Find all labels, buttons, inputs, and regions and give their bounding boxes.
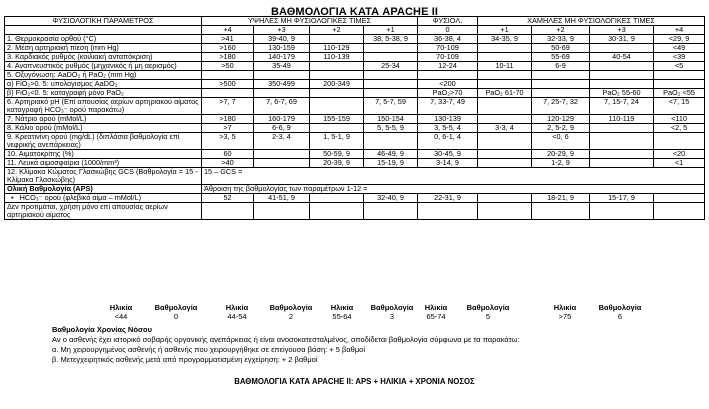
cell — [364, 44, 418, 53]
age-label: Ηλικία — [424, 303, 448, 312]
cell — [590, 124, 654, 133]
cell — [364, 133, 418, 150]
param-name: 1. Θερμοκρασία ορθού (°C) — [5, 35, 202, 44]
apache-score-table — [4, 16, 705, 220]
cell: 110-129 — [310, 44, 364, 53]
cell: 38, 5-38, 9 — [364, 35, 418, 44]
param-name: 11. Λευκά αιμοσφαίρια (1000/mm³) — [5, 159, 202, 168]
cell — [478, 53, 532, 62]
param-name: 9. Κρεατινίνη ορού (mg/dL) (διπλάσια βαθμολογία επί νεφρικής ανεπάρκειας) — [5, 133, 202, 150]
cell: >500 — [202, 80, 254, 89]
cell: <2, 5 — [654, 124, 705, 133]
cell: 30-31, 9 — [590, 35, 654, 44]
cell: 350-499 — [254, 80, 310, 89]
score-value: 5 — [485, 312, 491, 321]
cell: <49 — [654, 44, 705, 53]
cell: 52 — [202, 194, 254, 203]
cell — [310, 35, 364, 44]
cell — [478, 150, 532, 159]
score-value: 2 — [288, 312, 294, 321]
param-name: β) FiO₂<0. 5: καταγραφή μόνο PaO₂ — [5, 89, 202, 98]
age-value: <44 — [114, 312, 128, 321]
cell: 0, 6-1, 4 — [418, 133, 478, 150]
points-cell: +2 — [532, 26, 590, 35]
cell: 150-154 — [364, 115, 418, 124]
cell: 110-139 — [310, 53, 364, 62]
header-normal: ΦΥΣΙΟΛ. — [418, 17, 478, 26]
row-gcs — [5, 168, 705, 185]
cell: 160-179 — [254, 115, 310, 124]
points-cell: +3 — [254, 26, 310, 35]
cell: 6-9 — [532, 62, 590, 71]
param-name: 2. Μέση αρτηριακή πίεση (mm Hg) — [5, 44, 202, 53]
age-value: 44-54 — [227, 312, 247, 321]
cell — [532, 89, 590, 98]
cell: 130-159 — [254, 44, 310, 53]
param-name — [5, 194, 202, 203]
cell: <5 — [654, 62, 705, 71]
cell: 5, 5-5, 9 — [364, 124, 418, 133]
cell — [478, 194, 532, 203]
cell — [478, 159, 532, 168]
cell: 39-40, 9 — [254, 35, 310, 44]
page-title: ΒΑΘΜΟΛΟΓΙΑ ΚΑΤΑ APACHE II — [270, 6, 439, 18]
param-name: Ολική Βαθμολογία (APS) — [5, 185, 202, 194]
age-label: Ηλικία — [330, 303, 354, 312]
cell: >180 — [202, 115, 254, 124]
cell: 7, 5-7, 59 — [364, 98, 418, 115]
cell: 3-14, 9 — [418, 159, 478, 168]
cell: 155-159 — [310, 115, 364, 124]
cell — [478, 133, 532, 150]
header-high: ΥΨΗΛΕΣ ΜΗ ΦΥΣΙΟΛΟΓΙΚΕΣ ΤΙΜΕΣ — [202, 17, 418, 26]
chronic-option-b: β. Μετεγχειρητικός ασθενής μετά από προγραμματισμένη εγχείρηση: + 2 βαθμοί — [52, 355, 318, 364]
points-cell: 0 — [418, 26, 478, 35]
cell — [310, 124, 364, 133]
cell: 20-29, 9 — [532, 150, 590, 159]
row-hco3-note — [5, 203, 705, 220]
cell: 10-11 — [478, 62, 532, 71]
score-label: Βαθμολογία — [154, 303, 198, 312]
cell: <200 — [418, 80, 478, 89]
chronic-heading: Βαθμολογία Χρονίας Νόσου — [52, 325, 153, 334]
cell: 12-24 — [418, 62, 478, 71]
cell: 20-39, 9 — [310, 159, 364, 168]
chronic-disease-notes — [52, 325, 702, 365]
points-row — [5, 26, 705, 35]
age-value: 65-74 — [426, 312, 446, 321]
param-name: 6. Αρτηριακό pH (Επί απουσίας αερίων αρτηριακού αίματος καταγραφή HCO₃⁻ ορού παρακάτω) — [5, 98, 202, 115]
cell: >40 — [202, 159, 254, 168]
score-value: 3 — [389, 312, 395, 321]
cell: 3, 5-5, 4 — [418, 124, 478, 133]
cell: 7, 15-7, 24 — [590, 98, 654, 115]
cell — [254, 89, 310, 98]
cell — [310, 89, 364, 98]
param-name: 3. Καρδιακός ρυθμός (κοιλιακή ανταπόκριση) — [5, 53, 202, 62]
cell: 70-109 — [418, 44, 478, 53]
cell — [478, 115, 532, 124]
score-label: Βαθμολογία — [466, 303, 510, 312]
row-temperature — [5, 35, 705, 44]
cell: 70-109 — [418, 53, 478, 62]
score-label: Βαθμολογία — [269, 303, 313, 312]
cell: 7, 25-7, 32 — [532, 98, 590, 115]
age-value: 55-64 — [332, 312, 352, 321]
row-mean-arterial-pressure — [5, 44, 705, 53]
chronic-option-a: α. Μη χειρουργημένος ασθενής ή ασθενής που χειρουργήθηκε σε επείγουσα βάση: + 5 βαθμοί — [52, 345, 366, 354]
bullet-icon: ▪ — [11, 193, 14, 202]
age-scores — [0, 303, 709, 325]
param-name: 8. Κάλιο ορού (mMol/L) — [5, 124, 202, 133]
row-hco3 — [5, 194, 705, 203]
cell: >7 — [202, 124, 254, 133]
cell — [310, 62, 364, 71]
chronic-intro: Αν ο ασθενής έχει ιστορικό σοβαρής οργανικής ανεπάρκειας ή είναι ανοσοκατεσταλμένος, αποδίδεται βαθμολογία σύμφωνα με τα παρακάτω: — [52, 335, 520, 344]
cell: >180 — [202, 53, 254, 62]
cell: 30-45, 9 — [418, 150, 478, 159]
gcs-formula: 15 – GCS = — [202, 168, 705, 185]
cell: 110-119 — [590, 115, 654, 124]
cell — [654, 194, 705, 203]
cell: 3-3, 4 — [478, 124, 532, 133]
row-potassium — [5, 124, 705, 133]
points-cell: +4 — [202, 26, 254, 35]
cell: PaO₂>70 — [418, 89, 478, 98]
cell: 2-3, 4 — [254, 133, 310, 150]
cell: 200-349 — [310, 80, 364, 89]
cell: 32-33, 9 — [532, 35, 590, 44]
header-param: ΦΥΣΙΟΛΟΓΙΚΗ ΠΑΡΑΜΕΤΡΟΣ — [5, 17, 202, 26]
cell: PaO₂ 55-60 — [590, 89, 654, 98]
score-value: 6 — [617, 312, 623, 321]
cell — [364, 89, 418, 98]
cell: 35-49 — [254, 62, 310, 71]
cell: 22-31, 9 — [418, 194, 478, 203]
cell — [590, 44, 654, 53]
param-name: 12. Κλίμακα Κώματος Γλασκώβης GCS (Βαθμολογία = 15 - Κλίμακα Γλασκώβης) — [5, 168, 202, 185]
cell: 1, 5-1, 9 — [310, 133, 364, 150]
cell — [202, 89, 254, 98]
points-blank — [5, 26, 202, 35]
row-fio2-below — [5, 89, 705, 98]
param-name: Δεν προτιμάται, χρήση μόνο επί απουσίας αερίων αρτηριακού αίματος — [5, 203, 202, 220]
row-fio2-above — [5, 80, 705, 89]
cell: 6-6, 9 — [254, 124, 310, 133]
cell: 18-21, 9 — [532, 194, 590, 203]
cell: 120-129 — [532, 115, 590, 124]
cell: <7, 15 — [654, 98, 705, 115]
row-sodium — [5, 115, 705, 124]
cell: <0, 6 — [532, 133, 590, 150]
hco3-label: HCO₃⁻ ορού (φλεβικό αίμα – mMol/L) — [19, 193, 142, 202]
age-label: Ηλικία — [225, 303, 249, 312]
cell — [478, 80, 532, 89]
cell: PaO₂ 61-70 — [478, 89, 532, 98]
cell: <110 — [654, 115, 705, 124]
cell: 25-34 — [364, 62, 418, 71]
cell: 15-19, 9 — [364, 159, 418, 168]
points-cell: +1 — [364, 26, 418, 35]
cell: 2, 5-2, 9 — [532, 124, 590, 133]
cell: <20 — [654, 150, 705, 159]
row-creatinine — [5, 133, 705, 150]
cell — [590, 150, 654, 159]
cell — [310, 98, 364, 115]
cell — [310, 194, 364, 203]
row-heart-rate — [5, 53, 705, 62]
cell: <29, 9 — [654, 35, 705, 44]
header-row — [5, 17, 705, 26]
row-oxygenation — [5, 71, 705, 80]
cell: >160 — [202, 44, 254, 53]
cell: <39 — [654, 53, 705, 62]
cell: >3, 5 — [202, 133, 254, 150]
param-name: α) FiO₂>0. 5: υπολογισμος AaDO₂ — [5, 80, 202, 89]
cell: PaO₂ <55 — [654, 89, 705, 98]
cell — [478, 98, 532, 115]
cell: 140-179 — [254, 53, 310, 62]
cell: 15-17, 9 — [590, 194, 654, 203]
row-wbc — [5, 159, 705, 168]
cell: >41 — [202, 35, 254, 44]
points-cell: +2 — [310, 26, 364, 35]
apache-formula: ΒΑΘΜΟΛΟΓΙΑ ΚΑΤΑ APACHE II: APS + ΗΛΙΚΙΑ + ΧΡΟΝΙΑ ΝΟΣΟΣ — [234, 377, 475, 386]
score-label: Βαθμολογία — [598, 303, 642, 312]
cell: 7, 6-7, 69 — [254, 98, 310, 115]
cell: 1-2, 9 — [532, 159, 590, 168]
cell — [590, 80, 654, 89]
cell: 46-49, 9 — [364, 150, 418, 159]
age-label: Ηλικία — [109, 303, 133, 312]
cell: 32-40, 9 — [364, 194, 418, 203]
cell — [254, 159, 310, 168]
cell: 40-54 — [590, 53, 654, 62]
points-cell: +1 — [478, 26, 532, 35]
cell — [254, 150, 310, 159]
cell: 36-38, 4 — [418, 35, 478, 44]
age-label: Ηλικία — [553, 303, 577, 312]
row-arterial-ph — [5, 98, 705, 115]
cell: >50 — [202, 62, 254, 71]
cell — [364, 80, 418, 89]
score-value: 0 — [173, 312, 179, 321]
cell: 130-139 — [418, 115, 478, 124]
cell: 7, 33-7, 49 — [418, 98, 478, 115]
row-respiratory-rate — [5, 62, 705, 71]
cell — [532, 80, 590, 89]
header-low: ΧΑΜΗΛΕΣ ΜΗ ΦΥΣΙΟΛΟΓΙΚΕΣ ΤΙΜΕΣ — [478, 17, 705, 26]
cell: >7, 7 — [202, 98, 254, 115]
cell: 55-69 — [532, 53, 590, 62]
param-name: 7. Νάτριο ορού (mMol/L) — [5, 115, 202, 124]
cell: 50-59, 9 — [310, 150, 364, 159]
param-name: 10. Αιματοκρίτης (%) — [5, 150, 202, 159]
row-aps — [5, 185, 705, 194]
cell: 60 — [202, 150, 254, 159]
cell: 50-69 — [532, 44, 590, 53]
param-name: 4. Αναπνευστικός ρυθμός (μηχανικός ή μη αερισμός) — [5, 62, 202, 71]
cell: <1 — [654, 159, 705, 168]
cell — [478, 44, 532, 53]
row-hematocrit — [5, 150, 705, 159]
cell — [364, 53, 418, 62]
cell — [654, 133, 705, 150]
cell — [590, 159, 654, 168]
cell — [590, 62, 654, 71]
age-value: >75 — [558, 312, 572, 321]
cell: 41-51, 9 — [254, 194, 310, 203]
aps-formula: Άθροιση της βαθμολογίας των παραμέτρων 1-12 = — [202, 185, 705, 194]
cell — [654, 80, 705, 89]
param-name: 5. Οξυγόνωση: AaDO₂ ή PaO₂ (mm Hg) — [5, 71, 202, 80]
points-cell: +4 — [654, 26, 705, 35]
points-cell: +3 — [590, 26, 654, 35]
score-label: Βαθμολογία — [370, 303, 414, 312]
cell — [590, 133, 654, 150]
cell: 34-35, 9 — [478, 35, 532, 44]
